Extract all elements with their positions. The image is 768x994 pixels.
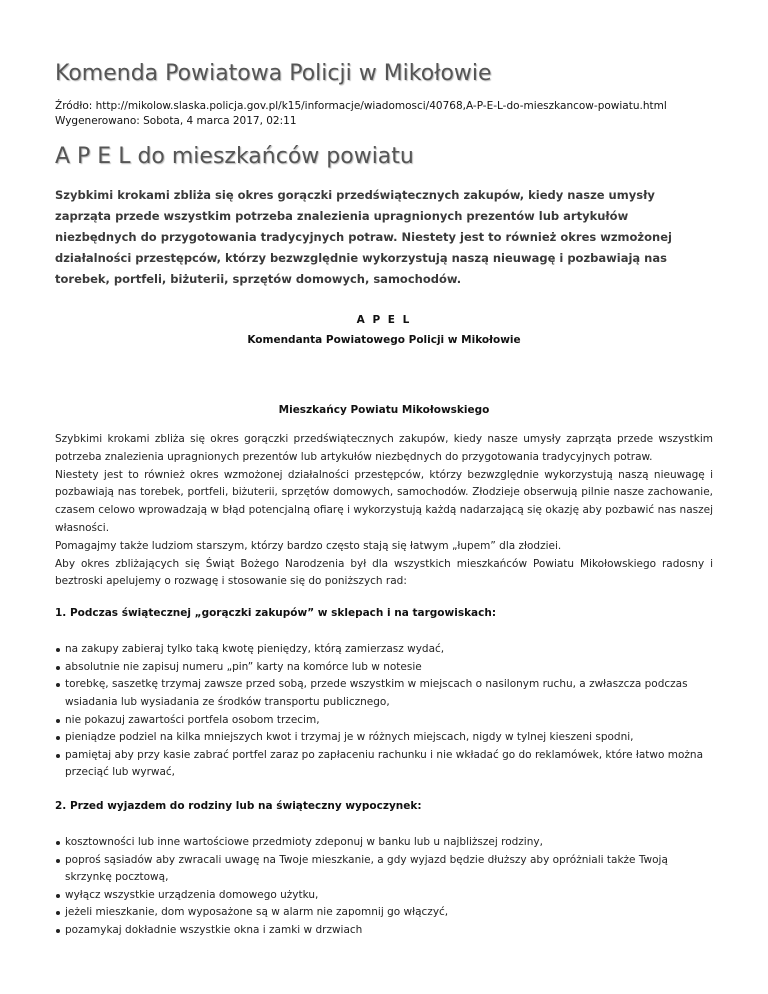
list-item: nie pokazuj zawartości portfela osobom trzecim, [65,712,713,730]
list-item: na zakupy zabieraj tylko taką kwotę pieniędzy, którą zamierzasz wydać, [65,641,713,659]
body-paragraph: Aby okres zbliżających się Świąt Bożego Narodzenia był dla wszystkich mieszkańców Powiatu Mikołowskiego radosny i beztroski apelujemy o rozwagę i stosowanie się do poniższych rad: [55,557,713,588]
list-item: wyłącz wszystkie urządzenia domowego użytku, [65,887,713,905]
article-title: A P E L do mieszkańców powiatu [55,144,414,169]
section-heading-shopping: 1. Podczas świątecznej „gorączki zakupów” w sklepach i na targowiskach: [55,607,497,620]
body-paragraph: Pomagajmy także ludziom starszym, którzy bardzo często stają się łatwym „łupem” dla złodziei. [55,539,562,552]
site-title: Komenda Powiatowa Policji w Mikołowie [55,61,492,86]
article-lead: Szybkimi krokami zbliża się okres gorączki przedświątecznych zakupów, kiedy nasze umysły zaprząta przede wszystkim potrzeba znalezienia upragnionych prezentów lub artykułów niezbędnych do przygotowania tradycyjnych potraw. Niestety jest to również okres wzmożonej działalności przestępców, którzy bezwzględnie wykorzystują naszą nieuwagę i pozbawiają nas torebek, portfeli, biżuterii, sprzętów domowych, samochodów. [55,188,672,286]
source-line: Źródło: http://mikolow.slaska.policja.gov.pl/k15/informacje/wiadomosci/40768,A-P-E-L-do-mieszkancow-powiatu.html [55,100,667,112]
body-paragraph: Niestety jest to również okres wzmożonej działalności przestępców, którzy bezwzględnie wykorzystują naszą nieuwagę i pozbawiają nas torebek, portfeli, biżuterii, sprzętów domowych, samochodów. Złodzieje obserwują pilnie nasze zachowanie, czasem celowo wprowadzają w błąd potencjalną ofiarę i wykorzystują każdą nadarzającą się okazję aby pozbawić nas naszej własności. [55,468,713,534]
section-heading-departure: 2. Przed wyjazdem do rodziny lub na świąteczny wypoczynek: [55,799,422,812]
list-item: torebkę, saszetkę trzymaj zawsze przed sobą, przede wszystkim w miejscach o nasilonym ruchu, a zwłaszcza podczas wsiadania lub wysiadania ze środków transportu publicznego, [65,676,713,711]
body-paragraph: Szybkimi krokami zbliża się okres gorączki przedświątecznych zakupów, kiedy nasze umysły zaprząta przede wszystkim potrzeba znalezienia upragnionych prezentów lub artykułów niezbędnych do przygotowania tradycyjnych potraw. [55,433,713,463]
bullet-list-shopping [55,641,713,782]
list-item: pozamykaj dokładnie wszystkie okna i zamki w drzwiach [65,922,713,940]
list-item: kosztowności lub inne wartościowe przedmioty zdeponuj w banku lub u najbliższej rodziny, [65,834,713,852]
document-meta [55,99,713,129]
article-body [55,431,713,591]
list-item: pieniądze podziel na kilka mniejszych kwot i trzymaj je w różnych miejscach, nigdy w tylnej kieszeni spodni, [65,729,713,747]
generated-line: Wygenerowano: Sobota, 4 marca 2017, 02:11 [55,115,297,127]
list-item: poproś sąsiadów aby zwracali uwagę na Twoje mieszkanie, a gdy wyjazd będzie dłuższy aby opróżniali także Twoją skrzynkę pocztową, [65,852,713,887]
list-item: jeżeli mieszkanie, dom wyposażone są w alarm nie zapomnij go włączyć, [65,904,713,922]
apel-subheading: Komendanta Powiatowego Policji w Mikołowie [247,334,521,346]
list-item: pamiętaj aby przy kasie zabrać portfel zaraz po zapłaceniu rachunku i nie wkładać go do reklamówek, które łatwo można przeciąć lub wyrwać, [65,747,713,782]
addressee-heading: Mieszkańcy Powiatu Mikołowskiego [278,404,490,416]
apel-heading: A P E L [356,314,412,326]
bullet-list-departure [55,834,713,940]
list-item: absolutnie nie zapisuj numeru „pin” karty na komórce lub w notesie [65,659,713,677]
